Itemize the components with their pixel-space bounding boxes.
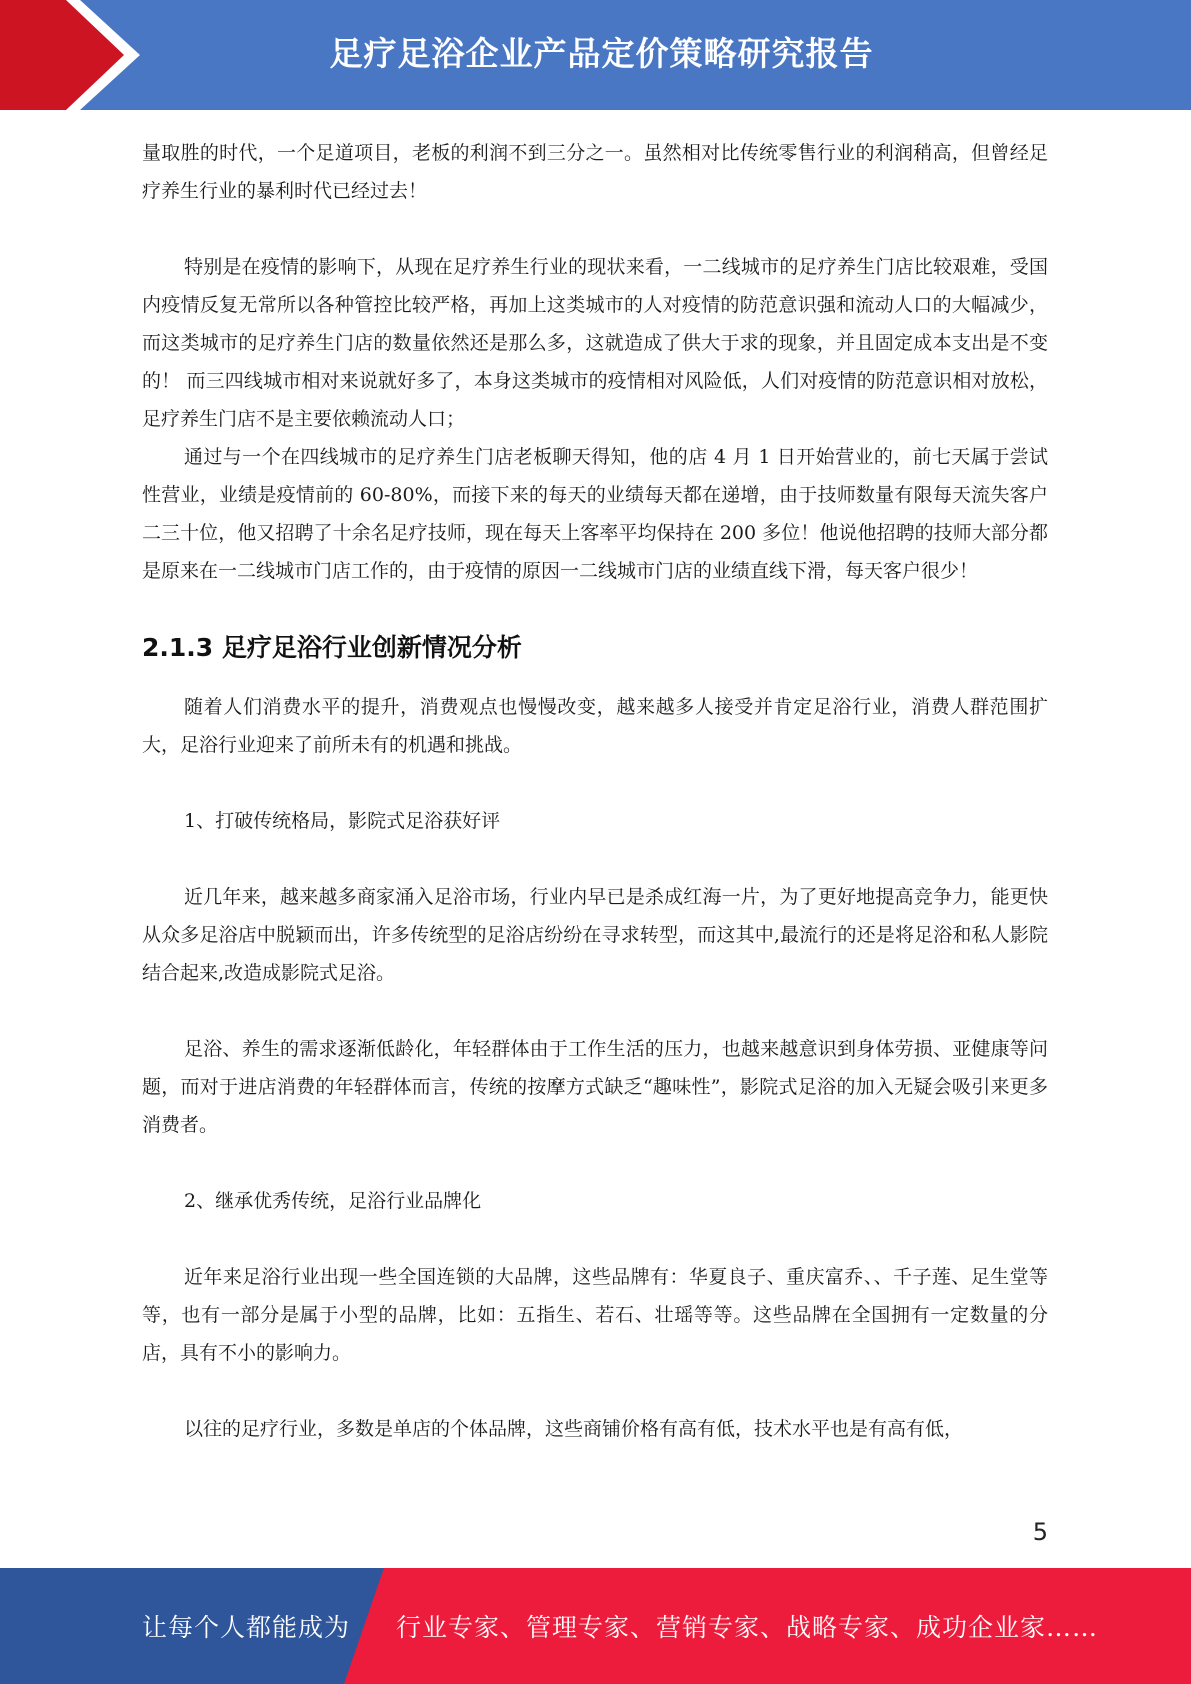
paragraph-owner-chat: 通过与一个在四线城市的足疗养生门店老板聊天得知，他的店 4 月 1 日开始营业的，前七天属于尝试性营业，业绩是疫情前的 60-80%，而接下来的每天的业绩每天都在递增，由于技师数量有限每天流失客户二三十位，他又招聘了十余名足疗技师，现在每天上客率平均保持在 200 多位！他说他招聘的技师大部分都是原来在一二线城市门店工作的，由于疫情的原因一二线城市门店的业绩直线下滑，每天客户很少！ <box>142 446 1048 582</box>
paragraph-profit: 量取胜的时代，一个足道项目，老板的利润不到三分之一。虽然相对比传统零售行业的利润稍高，但曾经足疗养生行业的暴利时代已经过去！ <box>142 142 1048 202</box>
paragraph-market-transformation: 近几年来，越来越多商家涌入足浴市场，行业内早已是杀成红海一片，为了更好地提高竞争力，能更快从众多足浴店中脱颖而出，许多传统型的足浴店纷纷在寻求转型，而这其中,最流行的还是将足浴和私人影院结合起来,改造成影院式足浴。 <box>142 886 1048 984</box>
page-footer <box>0 1568 1191 1684</box>
footer-slogan-right: 行业专家、管理专家、营销专家、战略专家、成功企业家…… <box>396 1613 1099 1642</box>
paragraph-young-consumers: 足浴、养生的需求逐渐低龄化，年轻群体由于工作生活的压力，也越来越意识到身体劳损、亚健康等问题，而对于进店消费的年轻群体而言，传统的按摩方式缺乏“趣味性”，影院式足浴的加入无疑会吸引来更多消费者。 <box>142 1038 1048 1136</box>
section-heading: 2.1.3 足疗足浴行业创新情况分析 <box>142 633 522 662</box>
page-header <box>0 0 1191 110</box>
main-content <box>142 134 1048 1448</box>
paragraph-single-stores: 以往的足疗行业，多数是单店的个体品牌，这些商铺价格有高有低，技术水平也是有高有低， <box>184 1418 964 1440</box>
report-title: 足疗足浴企业产品定价策略研究报告 <box>329 34 874 73</box>
paragraph-epidemic-impact: 特别是在疫情的影响下，从现在足疗养生行业的现状来看，一二线城市的足疗养生门店比较艰难，受国内疫情反复无常所以各种管控比较严格，再加上这类城市的人对疫情的防范意识强和流动人口的大幅减少，而这类城市的足疗养生门店的数量依然还是那么多，这就造成了供大于求的现象，并且固定成本支出是不变的！ 而三四线城市相对来说就好多了，本身这类城市的疫情相对风险低，人们对疫情的防范意识相对放松，足疗养生门店不是主要依赖流动人口； <box>142 256 1048 430</box>
paragraph-consumption: 随着人们消费水平的提升，消费观点也慢慢改变，越来越多人接受并肯定足浴行业，消费人群范围扩大，足浴行业迎来了前所未有的机遇和挑战。 <box>142 696 1048 756</box>
subheading-branding: 2、继承优秀传统，足浴行业品牌化 <box>184 1190 482 1212</box>
footer-slogan-left: 让每个人都能成为 <box>142 1613 351 1642</box>
paragraph-brands: 近年来足浴行业出现一些全国连锁的大品牌，这些品牌有：华夏良子、重庆富乔、、千子莲、足生堂等等，也有一部分是属于小型的品牌，比如：五指生、若石、壮瑶等等。这些品牌在全国拥有一定数量的分店，具有不小的影响力。 <box>142 1266 1048 1364</box>
page-number: 5 <box>1032 1518 1048 1546</box>
subheading-cinema-foot-bath: 1、打破传统格局，影院式足浴获好评 <box>184 810 501 832</box>
